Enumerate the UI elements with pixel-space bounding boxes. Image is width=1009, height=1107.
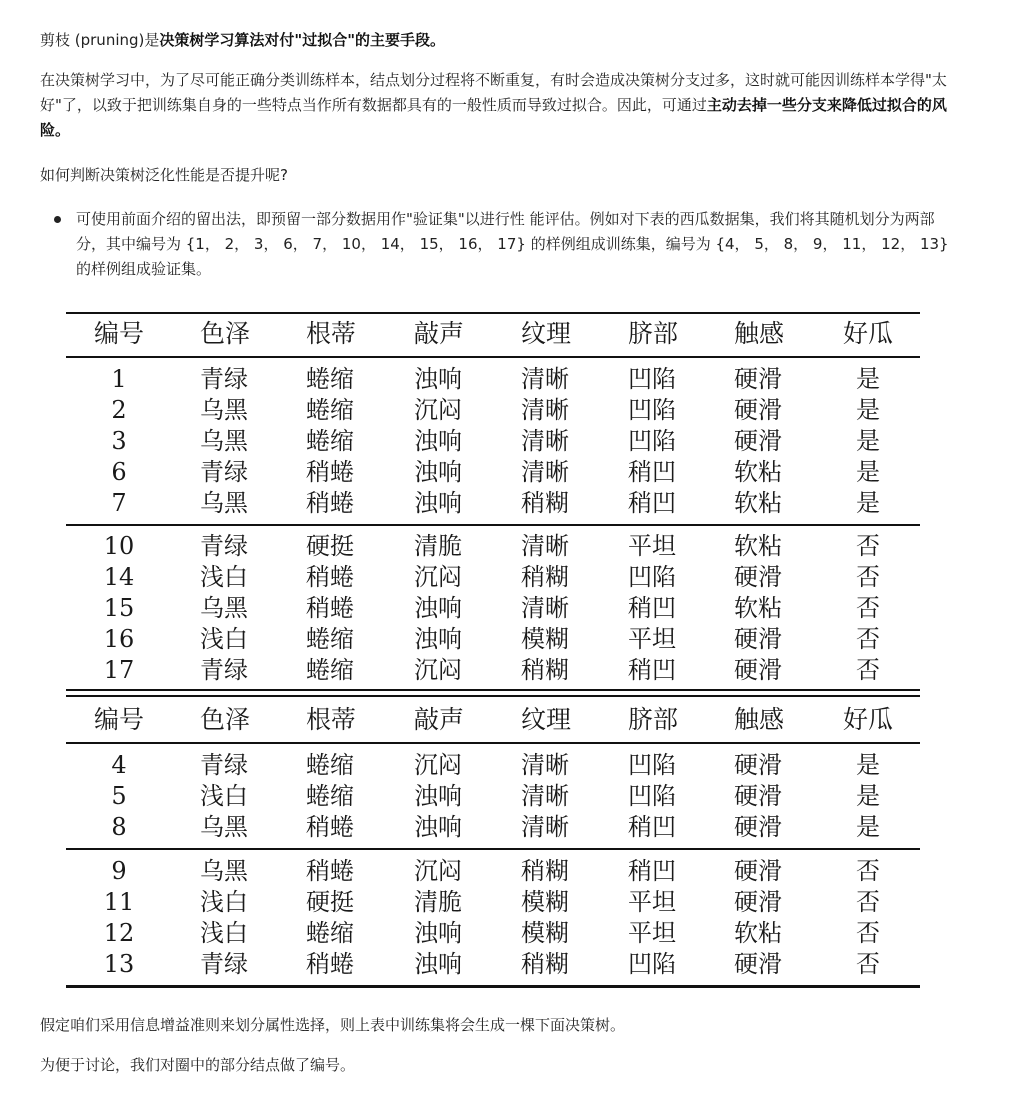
table-row [66,488,920,519]
table-row [66,364,920,395]
table-cell: 青绿 [200,751,248,779]
table-cell: 平坦 [628,919,676,947]
table-cell: 沉闷 [414,751,462,779]
table-rule [66,985,920,988]
table-row [66,624,920,655]
table-header-cell: 敲声 [414,319,465,348]
table-cell: 凹陷 [628,751,676,779]
table-cell: 凹陷 [628,365,676,393]
table-cell: 清晰 [521,751,569,779]
table-header-cell: 脐部 [628,319,679,348]
table-cell: 蜷缩 [306,919,354,947]
table-header-cell: 色泽 [200,705,251,734]
table-cell: 模糊 [521,888,569,916]
intro-bold-text: 决策树学习算法对付"过拟合"的主要手段。 [159,31,446,49]
table-cell: 浅白 [200,888,248,916]
table-cell: 8 [111,813,127,841]
table-cell: 浊响 [414,919,462,947]
table-cell: 浊响 [414,489,462,517]
table-cell: 清脆 [414,532,462,560]
table-cell: 乌黑 [200,857,248,885]
table-header-cell: 脐部 [628,705,679,734]
table-cell: 稍凹 [628,458,676,486]
table-cell: 否 [856,950,880,978]
table-cell: 硬挺 [306,532,354,560]
table-cell: 凹陷 [628,396,676,424]
table-header-row [66,704,920,735]
watermelon-data-table [66,312,920,992]
table-cell: 否 [856,532,880,560]
overfitting-bold-text: 主动去掉一些分支来降低过拟合的风险。 [40,96,947,139]
intro-paragraph [40,28,960,53]
table-cell: 沉闷 [414,656,462,684]
table-row [66,856,920,887]
table-cell: 硬滑 [734,656,782,684]
table-cell: 稍糊 [521,950,569,978]
table-row [66,531,920,562]
table-cell: 是 [856,396,880,424]
overfitting-text: 在决策树学习中，为了尽可能正确分类训练样本，结点划分过程将不断重复，有时会造成决策树分支过多，这时就可能因训练样本学得"太好"了，以致于把训练集自身的一些特点当作所有数据都具有的一般性质而导致过拟合。因此，可通过 [40,71,947,114]
table-cell: 硬滑 [734,751,782,779]
table-cell: 1 [111,365,127,393]
bullet-dot-icon [54,207,66,232]
table-cell: 软粘 [734,532,782,560]
table-row [66,395,920,426]
table-cell: 稍蜷 [306,458,354,486]
table-cell: 硬滑 [734,427,782,455]
table-cell: 平坦 [628,625,676,653]
table-row [66,918,920,949]
table-cell: 6 [111,458,127,486]
table-cell: 青绿 [200,656,248,684]
info-gain-paragraph: 假定咱们采用信息增益准则来划分属性选择，则上表中训练集将会生成一棵下面决策树。 [40,1016,626,1034]
table-cell: 14 [103,563,135,591]
table-header-cell: 编号 [93,705,144,734]
table-rule [66,695,920,697]
table-cell: 稍蜷 [306,594,354,622]
table-cell: 稍糊 [521,857,569,885]
table-cell: 稍蜷 [306,489,354,517]
table-cell: 是 [856,365,880,393]
table-cell: 硬滑 [734,365,782,393]
table-header-cell: 纹理 [521,705,572,734]
table-cell: 是 [856,489,880,517]
table-cell: 稍凹 [628,594,676,622]
table-cell: 浊响 [414,365,462,393]
table-cell: 蜷缩 [306,625,354,653]
table-cell: 浊响 [414,458,462,486]
table-cell: 17 [103,656,135,684]
table-cell: 浊响 [414,782,462,810]
table-cell: 硬滑 [734,888,782,916]
table-cell: 是 [856,782,880,810]
table-cell: 否 [856,888,880,916]
table-cell: 浊响 [414,427,462,455]
table-row [66,593,920,624]
table-cell: 硬滑 [734,782,782,810]
table-header-cell: 根蒂 [306,705,357,734]
table-cell: 硬滑 [734,950,782,978]
table-cell: 稍糊 [521,563,569,591]
table-cell: 沉闷 [414,563,462,591]
table-header-cell: 编号 [93,319,144,348]
table-cell: 是 [856,813,880,841]
table-cell: 稍蜷 [306,857,354,885]
node-numbering-paragraph: 为便于讨论，我们对圈中的部分结点做了编号。 [40,1056,356,1074]
table-cell: 否 [856,919,880,947]
table-cell: 凹陷 [628,427,676,455]
table-cell: 清脆 [414,888,462,916]
table-cell: 沉闷 [414,396,462,424]
table-cell: 5 [111,782,127,810]
table-cell: 浅白 [200,782,248,810]
table-row [66,887,920,918]
table-cell: 15 [103,594,135,622]
table-row [66,457,920,488]
table-cell: 青绿 [200,950,248,978]
table-cell: 模糊 [521,625,569,653]
table-cell: 乌黑 [200,396,248,424]
table-row [66,562,920,593]
table-header-row [66,318,920,349]
table-cell: 青绿 [200,365,248,393]
table-cell: 清晰 [521,458,569,486]
table-cell: 硬挺 [306,888,354,916]
table-header-cell: 触感 [734,319,785,348]
table-cell: 硬滑 [734,396,782,424]
table-cell: 软粘 [734,489,782,517]
table-rule [66,689,920,691]
table-cell: 平坦 [628,532,676,560]
table-cell: 稍凹 [628,489,676,517]
table-cell: 12 [103,919,135,947]
table-rule [66,848,920,850]
table-cell: 乌黑 [200,594,248,622]
table-cell: 10 [103,532,135,560]
table-cell: 否 [856,625,880,653]
table-cell: 7 [111,489,127,517]
table-cell: 浅白 [200,919,248,947]
table-cell: 稍蜷 [306,563,354,591]
table-cell: 蜷缩 [306,751,354,779]
table-cell: 软粘 [734,458,782,486]
table-rule [66,356,920,358]
table-cell: 硬滑 [734,563,782,591]
table-rule [66,312,920,314]
table-row [66,426,920,457]
intro-text: 剪枝 (pruning)是 [40,31,160,49]
question-paragraph: 如何判断决策树泛化性能是否提升呢? [40,166,288,184]
table-cell: 浅白 [200,563,248,591]
holdout-paragraph: 可使用前面介绍的留出法，即预留一部分数据用作"验证集"以进行性 能评估。例如对下表的西瓜数据集，我们将其随机划分为两部分，其中编号为 {1， 2， 3， 6， 7， 10， 14， 15， 16， 17} 的样例组成训练集，编号为 {4， 5， 8， 9， 11， 12， 13} 的样例组成验证集。 [76,210,949,278]
table-cell: 软粘 [734,594,782,622]
table-cell: 稍凹 [628,656,676,684]
table-row [66,655,920,686]
table-header-cell: 好瓜 [842,319,893,348]
table-cell: 稍凹 [628,857,676,885]
table-cell: 清晰 [521,427,569,455]
table-cell: 16 [103,625,135,653]
table-cell: 4 [111,751,127,779]
table-cell: 清晰 [521,813,569,841]
table-header-cell: 敲声 [414,705,465,734]
table-cell: 11 [103,888,135,916]
table-rule [66,524,920,526]
table-cell: 沉闷 [414,857,462,885]
table-rule [66,742,920,744]
table-cell: 稍糊 [521,656,569,684]
table-cell: 模糊 [521,919,569,947]
table-cell: 硬滑 [734,857,782,885]
table-cell: 浅白 [200,625,248,653]
table-row [66,812,920,843]
table-cell: 蜷缩 [306,782,354,810]
table-cell: 清晰 [521,594,569,622]
table-cell: 13 [103,950,135,978]
table-cell: 青绿 [200,458,248,486]
overfitting-paragraph [40,68,960,143]
table-cell: 浊响 [414,813,462,841]
table-cell: 稍蜷 [306,813,354,841]
table-cell: 2 [111,396,127,424]
table-cell: 软粘 [734,919,782,947]
table-cell: 蜷缩 [306,427,354,455]
table-cell: 清晰 [521,782,569,810]
table-cell: 否 [856,563,880,591]
table-cell: 乌黑 [200,427,248,455]
table-cell: 清晰 [521,365,569,393]
table-cell: 凹陷 [628,563,676,591]
table-cell: 9 [111,857,127,885]
table-cell: 凹陷 [628,950,676,978]
table-cell: 浊响 [414,625,462,653]
table-cell: 硬滑 [734,813,782,841]
table-cell: 是 [856,751,880,779]
table-cell: 稍糊 [521,489,569,517]
table-cell: 清晰 [521,532,569,560]
table-row [66,750,920,781]
table-header-cell: 好瓜 [842,705,893,734]
table-cell: 平坦 [628,888,676,916]
table-cell: 浊响 [414,950,462,978]
table-header-cell: 色泽 [200,319,251,348]
table-cell: 乌黑 [200,813,248,841]
table-cell: 否 [856,594,880,622]
table-cell: 浊响 [414,594,462,622]
table-cell: 蜷缩 [306,396,354,424]
table-cell: 凹陷 [628,782,676,810]
table-row [66,781,920,812]
table-header-cell: 根蒂 [306,319,357,348]
table-header-cell: 触感 [734,705,785,734]
table-cell: 稍蜷 [306,950,354,978]
table-cell: 否 [856,656,880,684]
table-row [66,949,920,980]
table-header-cell: 纹理 [521,319,572,348]
table-cell: 硬滑 [734,625,782,653]
table-cell: 青绿 [200,532,248,560]
table-cell: 乌黑 [200,489,248,517]
table-cell: 清晰 [521,396,569,424]
table-cell: 蜷缩 [306,656,354,684]
table-cell: 稍凹 [628,813,676,841]
table-cell: 否 [856,857,880,885]
table-cell: 3 [111,427,127,455]
table-cell: 是 [856,458,880,486]
table-cell: 蜷缩 [306,365,354,393]
table-cell: 是 [856,427,880,455]
